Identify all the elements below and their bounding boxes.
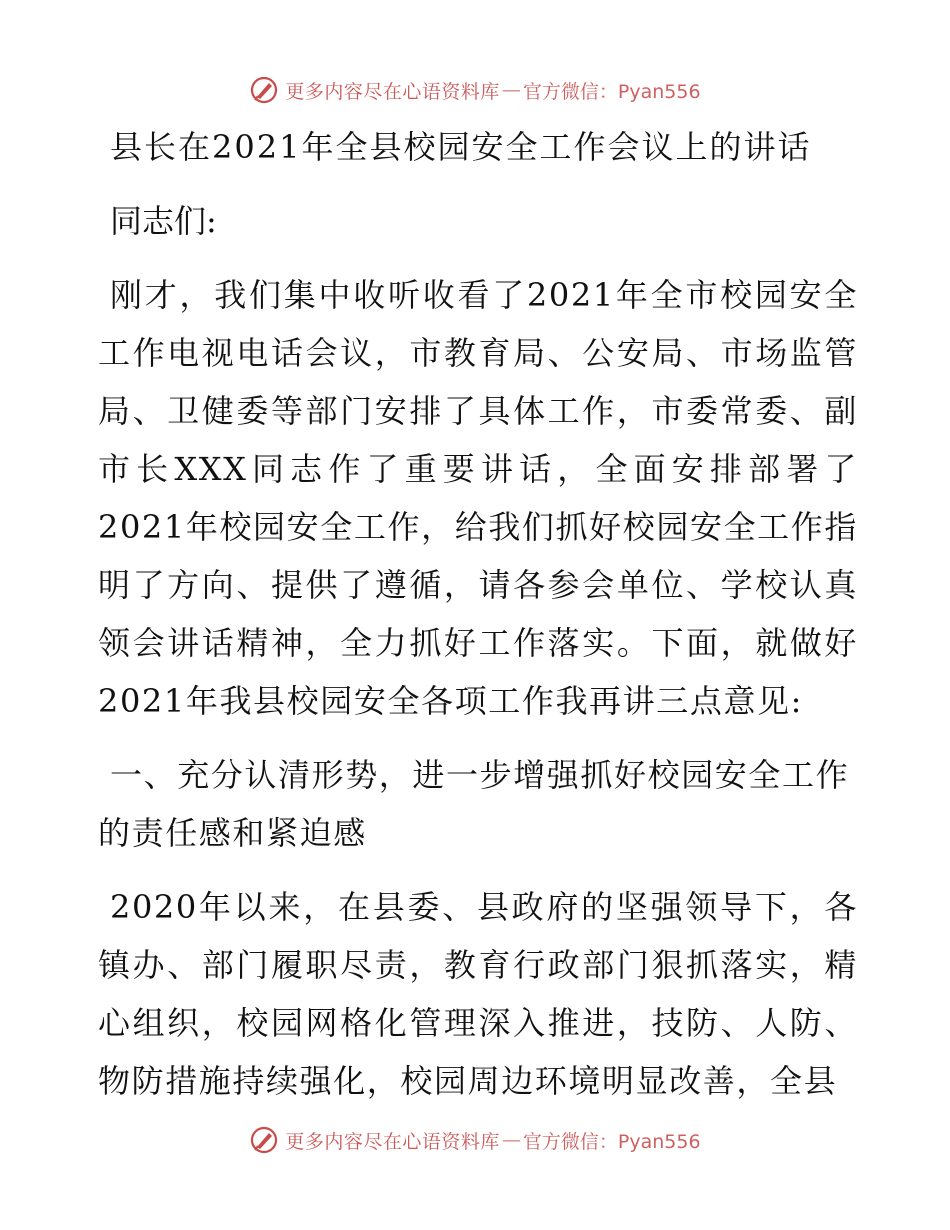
- section-heading-1: 一、充分认清形势，进一步增强抓好校园安全工作的责任感和紧迫感: [98, 756, 850, 852]
- footer-watermark: [0, 1120, 950, 1160]
- watermark-text: 更多内容尽在心语资料库: [285, 80, 500, 103]
- watermark-separator: —: [501, 1129, 521, 1151]
- watermark-wechat: 官方微信：Pyan556: [522, 80, 701, 103]
- quill-logo-icon: [249, 75, 279, 105]
- watermark-wechat: 官方微信：Pyan556: [522, 1130, 701, 1153]
- header-watermark: [0, 70, 950, 110]
- document-title: 县长在2021年全县校园安全工作会议上的讲话: [110, 128, 812, 166]
- watermark-text: 更多内容尽在心语资料库: [285, 1130, 500, 1153]
- watermark-separator: —: [501, 79, 521, 101]
- document-body: [98, 118, 858, 1110]
- paragraph-intro: 刚才，我们集中收听收看了2021年全市校园安全工作电视电话会议，市教育局、公安局、市场监管局、卫健委等部门安排了具体工作，市委常委、副市长XXX同志作了重要讲话，全面安排部署了2021年校园安全工作，给我们抓好校园安全工作指明了方向、提供了遵循，请各参会单位、学校认真领会讲话精神，全力抓好工作落实。下面，就做好2021年我县校园安全各项工作我再讲三点意见:: [98, 276, 858, 720]
- quill-logo-icon: [249, 1125, 279, 1155]
- paragraph-2020: 2020年以来，在县委、县政府的坚强领导下，各镇办、部门履职尽责，教育行政部门狠抓落实，精心组织，校园网格化管理深入推进，技防、人防、物防措施持续强化，校园周边环境明显改善，全县: [98, 888, 858, 1100]
- greeting: 同志们:: [110, 202, 217, 240]
